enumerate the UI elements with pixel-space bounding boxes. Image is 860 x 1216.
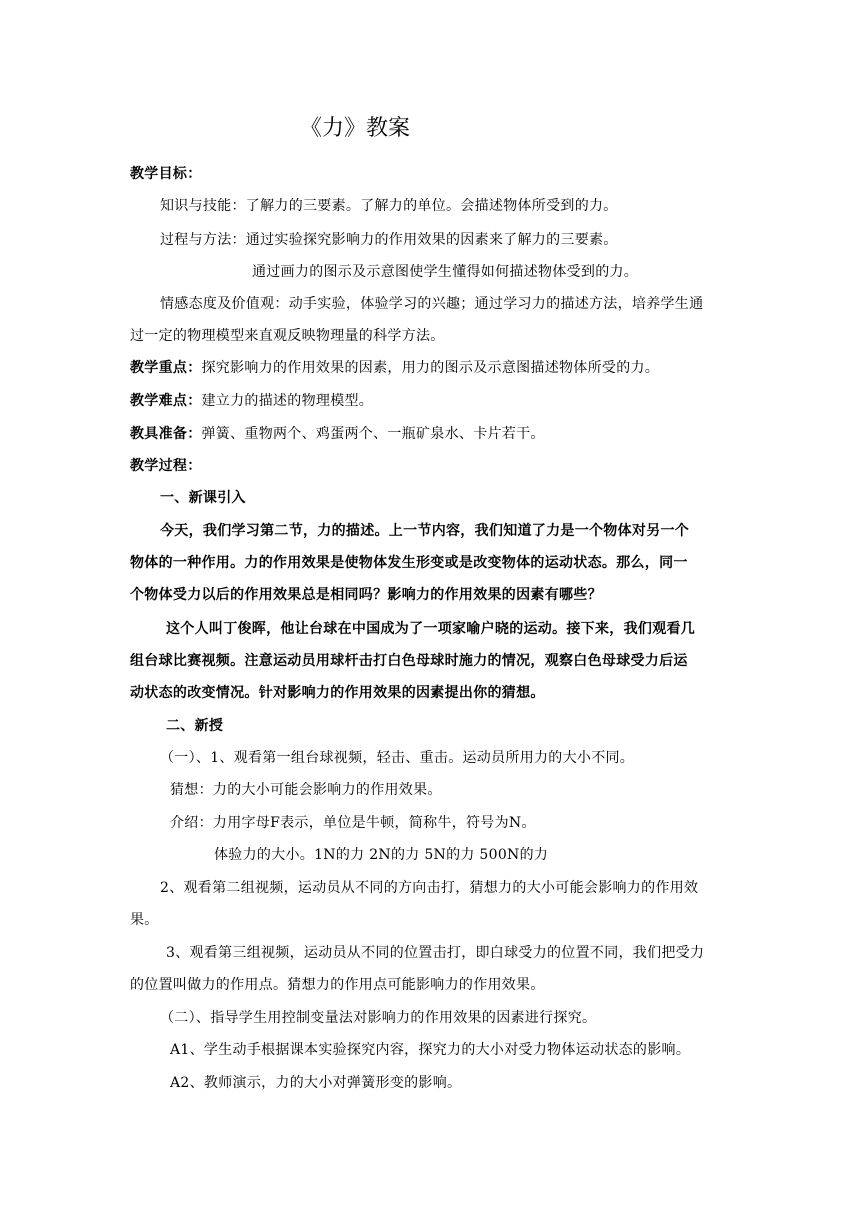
section1-heading: 一、新课引入 — [160, 490, 246, 506]
item2-line2: 果。 — [130, 912, 159, 928]
materials-label: 教具准备： — [130, 426, 202, 442]
materials — [130, 424, 545, 444]
goal-process-line-2: 通过画力的图示及示意图使学生懂得如何描述物体受到的力。 — [252, 264, 639, 280]
item3-line1: 3、观看第三组视频，运动员从不同的位置击打，即白球受力的位置不同，我们把受力 — [166, 945, 705, 961]
section2-heading: 二、新授 — [166, 718, 224, 734]
intro-paragraph2-line1: 这个人叫丁俊晖，他让台球在中国成为了一项家喻户晓的运动。接下来，我们观看几 — [166, 621, 696, 637]
process-heading: 教学过程： — [130, 458, 202, 474]
goal-process-line-1: 过程与方法：通过实验探究影响力的作用效果的因素来了解力的三要素。 — [160, 232, 618, 248]
feel-force: 体验力的大小。1N的力 2N的力 5N的力 500N的力 — [214, 847, 549, 863]
part2-heading: （二）、指导学生用控制变量法对影响力的作用效果的因素进行探究。 — [160, 1010, 597, 1026]
difficulty-text: 建立力的描述的物理模型。 — [201, 393, 374, 409]
intro-paragraph2-line2: 组台球比赛视频。注意运动员用球杆击打白色母球时施力的情况，观察白色母球受力后运 — [130, 653, 688, 669]
goals-heading: 教学目标： — [130, 166, 202, 182]
page-title: 《力》教案 — [300, 116, 411, 141]
difficulty-label: 教学难点： — [130, 393, 202, 409]
activity-a2: A2、教师演示，力的大小对弹簧形变的影响。 — [170, 1075, 462, 1091]
item2-line1: 2、观看第二组视频，运动员从不同的方向击打，猜想力的大小可能会影响力的作用效 — [160, 880, 699, 896]
activity-a1: A1、学生动手根据课本实验探究内容，探究力的大小对受力物体运动状态的影响。 — [170, 1042, 691, 1058]
goal-emotion-line-2: 过一定的物理模型来直观反映物理量的科学方法。 — [130, 328, 445, 344]
item3-line2: 的位置叫做力的作用点。猜想力的作用点可能影响力的作用效果。 — [130, 977, 545, 993]
materials-text: 弹簧、重物两个、鸡蛋两个、一瓶矿泉水、卡片若干。 — [201, 426, 545, 442]
intro-unit: 介绍：力用字母F表示，单位是牛顿，简称牛，符号为N。 — [170, 815, 536, 831]
goal-emotion-line-1: 情感态度及价值观：动手实验，体验学习的兴趣；通过学习力的描述方法，培养学生通 — [160, 296, 704, 312]
part1-item1: （一）、1、观看第一组台球视频，轻击、重击。运动员所用力的大小不同。 — [160, 750, 635, 766]
intro-paragraph1-line2: 物体的一种作用。力的作用效果是使物体发生形变或是改变物体的运动状态。那么，同一 — [130, 555, 688, 571]
key-point-text: 探究影响力的作用效果的因素，用力的图示及示意图描述物体所受的力。 — [201, 360, 660, 376]
intro-paragraph2-line3: 动状态的改变情况。针对影响力的作用效果的因素提出你的猜想。 — [130, 685, 545, 701]
key-point — [130, 358, 659, 378]
difficulty — [130, 391, 373, 411]
key-point-label: 教学重点： — [130, 360, 202, 376]
intro-paragraph1-line3: 个物体受力以后的作用效果总是相同吗？影响力的作用效果的因素有哪些？ — [130, 587, 602, 603]
goal-knowledge: 知识与技能：了解力的三要素。了解力的单位。会描述物体所受到的力。 — [160, 198, 618, 214]
guess1: 猜想：力的大小可能会影响力的作用效果。 — [170, 782, 442, 798]
intro-paragraph1-line1: 今天，我们学习第二节，力的描述。上一节内容，我们知道了力是一个物体对另一个 — [160, 523, 690, 539]
